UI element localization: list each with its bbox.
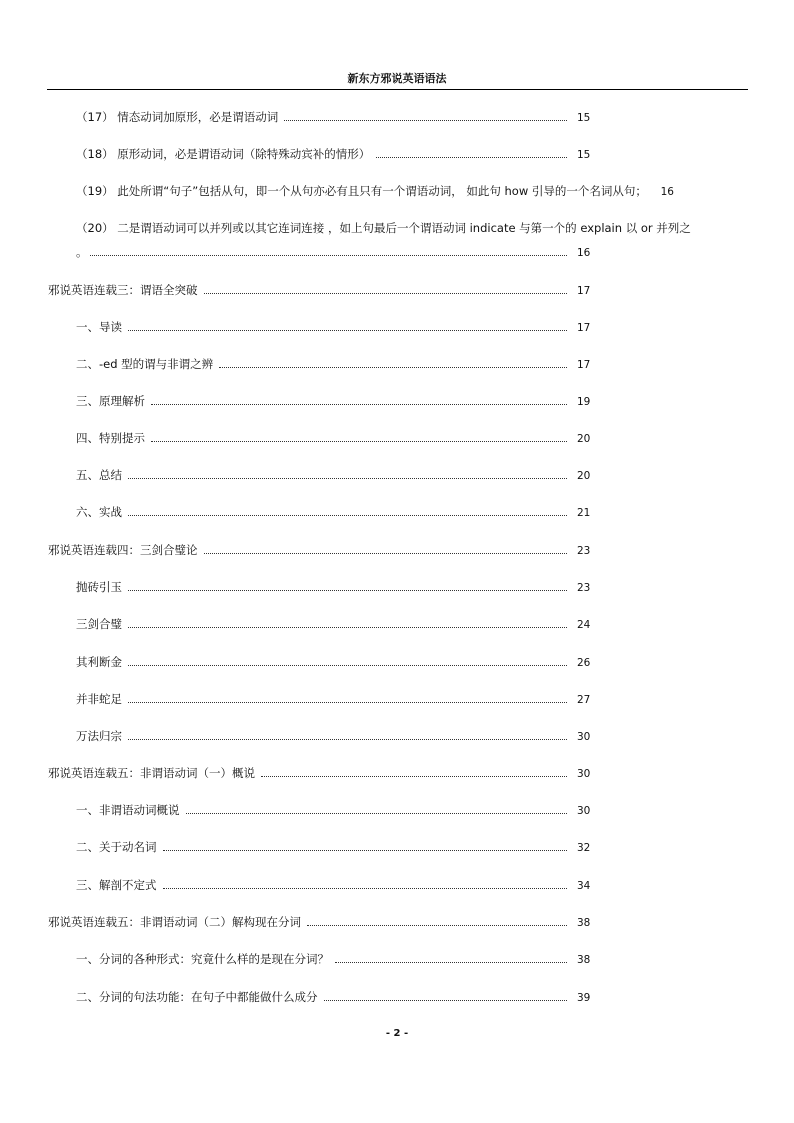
toc-entry[interactable] [76, 729, 603, 744]
leader-dots [163, 849, 568, 851]
leader-dots [307, 924, 567, 926]
toc-entry-page: 30 [577, 768, 591, 780]
page-number: - 2 - [385, 1028, 409, 1039]
toc-entry[interactable] [76, 357, 603, 372]
header-divider [47, 89, 748, 90]
toc-entry-label: 一、非谓语动词概说 [76, 803, 180, 817]
toc-entry-label: 抛砖引玉 [76, 580, 122, 594]
toc-entry[interactable] [76, 468, 603, 483]
toc-entry[interactable] [76, 617, 603, 632]
toc-entry-label: （19） 此处所谓“句子”包括从句，即一个从句亦必有且只有一个谓语动词， 如此句 how 引导的一个名词从句； [76, 184, 647, 198]
toc-entry-page: 21 [577, 507, 591, 519]
toc-entry[interactable] [76, 878, 603, 893]
toc-entry-label: 一、导读 [76, 320, 122, 334]
toc-entry-label: 三剑合璧 [76, 617, 122, 631]
toc-entry-label: （17） 情态动词加原形，必是谓语动词 [76, 110, 279, 124]
toc-entry-page: 19 [577, 396, 591, 408]
toc-entry-label: 并非蛇足 [76, 692, 122, 706]
leader-dots [128, 477, 567, 479]
toc-chapter[interactable] [48, 766, 603, 781]
leader-dots [128, 626, 567, 628]
toc-entry-page: 27 [577, 694, 591, 706]
toc-entry-page: 15 [577, 149, 591, 161]
toc-entry-page: 38 [577, 917, 591, 929]
toc-entry-continuation[interactable] [76, 245, 603, 260]
leader-dots [128, 701, 567, 703]
toc-entry[interactable] [76, 952, 603, 967]
leader-dots [151, 440, 567, 442]
toc-entry-label: （18） 原形动词，必是谓语动词（除特殊动宾补的情形） [76, 147, 371, 161]
toc-entry-label: 四、特别提示 [76, 431, 145, 445]
document-title: 新东方邪说英语语法 [347, 72, 447, 85]
toc-entry[interactable] [76, 505, 603, 520]
leader-dots [128, 329, 567, 331]
toc-entry[interactable] [76, 110, 603, 125]
toc-entry[interactable] [76, 221, 756, 235]
toc-entry-page: 32 [577, 842, 591, 854]
toc-entry-label: （20） 二是谓语动词可以并列或以其它连词连接 ，如上句最后一个谓语动词 indicate 与第一个的 explain 以 or 并列之 [76, 221, 691, 235]
toc-entry-page: 30 [577, 731, 591, 743]
toc-entry-label: 邪说英语连载四：三剑合璧论 [48, 543, 198, 557]
toc-entry-page: 20 [577, 433, 591, 445]
toc-entry-label: 二、-ed 型的谓与非谓之辨 [76, 357, 214, 371]
toc-entry[interactable] [76, 990, 603, 1005]
leader-dots [128, 664, 567, 666]
toc-entry-label: 一、分词的各种形式：究竟什么样的是现在分词？ [76, 952, 329, 966]
toc-entry-page: 38 [577, 954, 591, 966]
toc-entry-label: 其利断金 [76, 655, 122, 669]
toc-entry-page: 16 [577, 247, 591, 259]
toc-entry-page: 16 [660, 186, 674, 198]
leader-dots [186, 812, 568, 814]
toc-entry-label: 二、关于动名词 [76, 840, 157, 854]
toc-entry-label: 三、解剖不定式 [76, 878, 157, 892]
leader-dots [335, 961, 567, 963]
toc-entry[interactable] [76, 184, 756, 199]
toc-entry-page: 26 [577, 657, 591, 669]
leader-dots [128, 514, 567, 516]
leader-dots [163, 887, 568, 889]
toc-entry-label-cont: 。 [76, 245, 88, 259]
toc-entry-label: 六、实战 [76, 505, 122, 519]
leader-dots [204, 552, 568, 554]
toc-entry-label: 二、分词的句法功能：在句子中都能做什么成分 [76, 990, 318, 1004]
toc-entry-page: 15 [577, 112, 591, 124]
toc-entry-page: 34 [577, 880, 591, 892]
toc-entry-page: 20 [577, 470, 591, 482]
leader-dots [204, 292, 568, 294]
leader-dots [90, 254, 568, 256]
toc-entry-label: 邪说英语连载五：非谓语动词（一）概说 [48, 766, 255, 780]
toc-entry-page: 17 [577, 359, 591, 371]
toc-entry-page: 23 [577, 545, 591, 557]
toc-entry-page: 30 [577, 805, 591, 817]
toc-entry-page: 17 [577, 285, 591, 297]
toc-entry-label: 三、原理解析 [76, 394, 145, 408]
toc-entry-page: 24 [577, 619, 591, 631]
leader-dots [376, 156, 567, 158]
leader-dots [128, 589, 567, 591]
toc-entry[interactable] [76, 692, 603, 707]
leader-dots [219, 366, 567, 368]
toc-chapter[interactable] [48, 543, 603, 558]
toc-entry-label: 五、总结 [76, 468, 122, 482]
leader-dots [261, 775, 567, 777]
leader-dots [324, 999, 568, 1001]
toc-entry[interactable] [76, 580, 603, 595]
toc-entry-label: 邪说英语连载三：谓语全突破 [48, 283, 198, 297]
toc-chapter[interactable] [48, 283, 603, 298]
toc-entry[interactable] [76, 320, 603, 335]
toc-entry-page: 17 [577, 322, 591, 334]
leader-dots [128, 738, 567, 740]
toc-entry[interactable] [76, 394, 603, 409]
toc-entry-page: 39 [577, 992, 591, 1004]
leader-dots [284, 119, 567, 121]
toc-entry[interactable] [76, 655, 603, 670]
toc-entry-label: 邪说英语连载五：非谓语动词（二）解构现在分词 [48, 915, 301, 929]
leader-dots [151, 403, 567, 405]
toc-chapter[interactable] [48, 915, 603, 930]
toc-entry-page: 23 [577, 582, 591, 594]
toc-entry[interactable] [76, 840, 603, 855]
toc-entry[interactable] [76, 147, 603, 162]
toc-entry-label: 万法归宗 [76, 729, 122, 743]
toc-entry[interactable] [76, 803, 603, 818]
toc-entry[interactable] [76, 431, 603, 446]
